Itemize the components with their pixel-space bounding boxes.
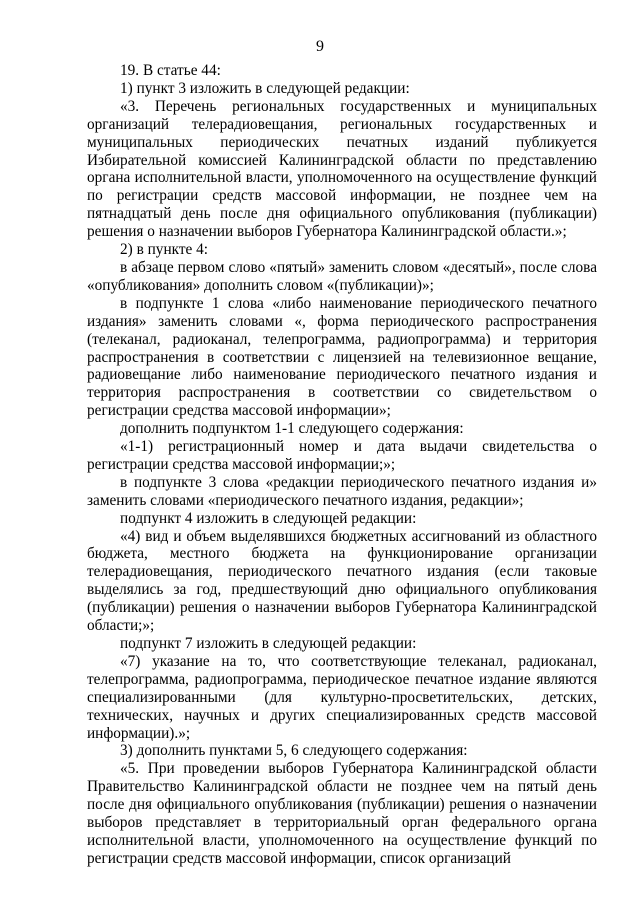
paragraph: в абзаце первом слово «пятый» заменить словом «десятый», после слова «опубликования» дополнить словом «(публикации)»; <box>87 258 597 294</box>
paragraph: дополнить подпунктом 1-1 следующего содержания: <box>120 420 464 438</box>
paragraph: 1) пункт 3 изложить в следующей редакции: <box>120 79 410 97</box>
document-body <box>87 62 597 868</box>
paragraph: «1-1) регистрационный номер и дата выдачи свидетельства о регистрации средства массовой информации;»; <box>87 438 597 473</box>
paragraph: «4) вид и объем выделявшихся бюджетных ассигнований из областного бюджета, местного бюджета на функционирование организации телерадиовещания, периодического печатного издания (если таковые выделялись за год, предшествующий дню официального опубликования (публикации) решения о назначении выборов Губернатора Калининградской области;»; <box>87 527 597 635</box>
paragraph: в подпункте 1 слова «либо наименование периодического печатного издания» заменить словами «, форма периодического распространения (телеканал, радиоканал, телепрограмма, радиопрограмма) и территория распространения в соответствии с лицензией на телевизионное вещание, радиовещание либо наименование периодического печатного издания и территория распространения в соответствии со свидетельством о регистрации средства массовой информации»; <box>87 294 597 420</box>
paragraph: подпункт 4 изложить в следующей редакции: <box>120 509 417 527</box>
paragraph: 2) в пункте 4: <box>120 241 209 259</box>
paragraph: 3) дополнить пунктами 5, 6 следующего содержания: <box>120 742 468 760</box>
paragraph: «7) указание на то, что соответствующие телеканал, радиоканал, телепрограмма, радиопрограмма, периодическое печатное издание являются специализированными (для культурно-просветительских, детских, технических, научных и других специализированных средств массовой информации).»; <box>87 652 597 742</box>
paragraph: подпункт 7 изложить в следующей редакции: <box>120 635 417 652</box>
paragraph: «3. Перечень региональных государственных и муниципальных организаций телерадиовещания, региональных государственных и муниципальных периодических печатных изданий публикуется Избирательной комиссией Калининградской области по представлению органа исполнительной власти, уполномоченного на осуществление функций по регистрации средств массовой информации, не позднее чем на пятнадцатый день после дня официального опубликования (публикации) решения о назначении выборов Губернатора Калининградской области.»; <box>87 97 597 241</box>
paragraph: «5. При проведении выборов Губернатора Калининградской области Правительство Калининградской области не позднее чем на пятый день после дня официального опубликования (публикации) решения о назначении выборов представляет в территориальный орган федерального органа исполнительной власти, уполномоченного на осуществление функций по регистрации средств массовой информации, список организаций <box>87 760 597 867</box>
page-number: 9 <box>316 38 324 55</box>
paragraph: в подпункте 3 слова «редакции периодического печатного издания и» заменить словами «периодического печатного издания, редакции»; <box>87 473 597 509</box>
paragraph: 19. В статье 44: <box>120 62 221 79</box>
